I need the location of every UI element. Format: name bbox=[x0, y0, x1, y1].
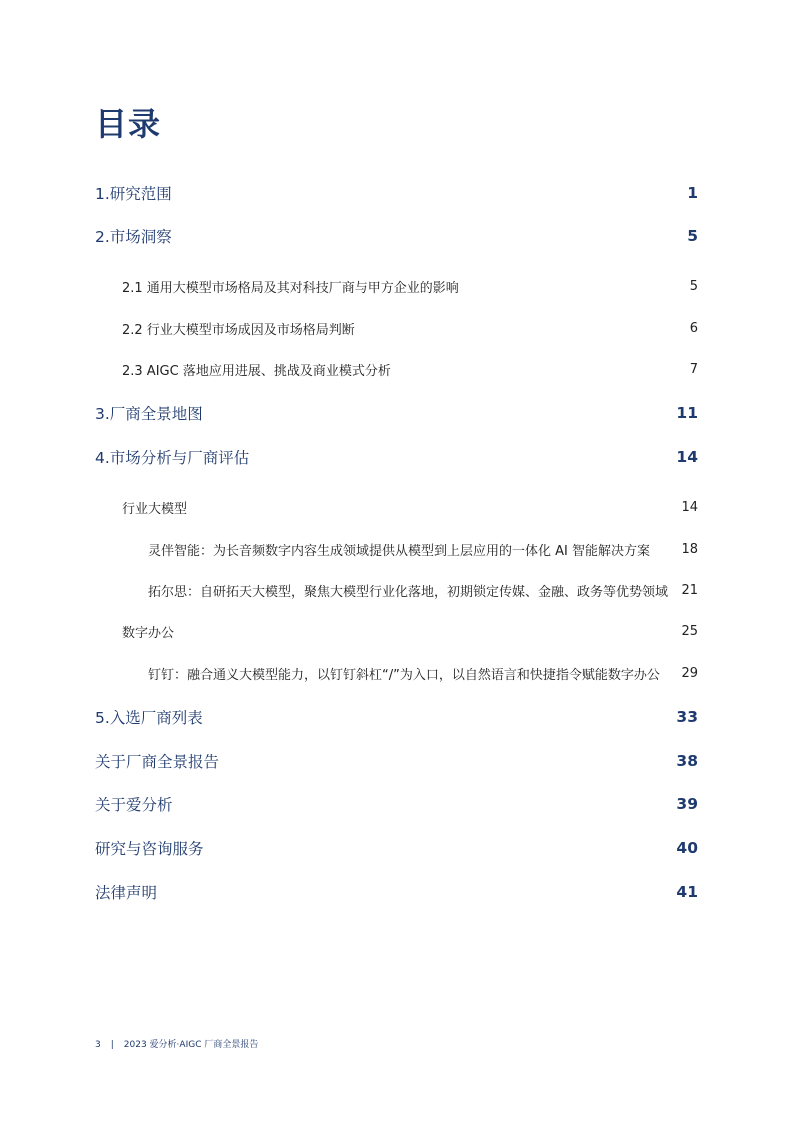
toc-entry-label: 数字办公 bbox=[122, 625, 175, 641]
toc-entry-label: 1.研究范围 bbox=[95, 185, 172, 203]
toc-entry-trs[interactable] bbox=[148, 580, 698, 600]
toc-entry-label: 研究与咨询服务 bbox=[95, 840, 204, 858]
toc-entry-vendor-map[interactable] bbox=[95, 401, 698, 425]
toc-entry-label: 关于厂商全景报告 bbox=[95, 753, 220, 771]
toc-entry-page: 5 bbox=[687, 227, 698, 245]
toc-entry-label: 2.3 AIGC 落地应用进展、挑战及商业模式分析 bbox=[122, 363, 391, 379]
toc-entry-page: 33 bbox=[676, 708, 698, 726]
toc-entry-market-insight[interactable] bbox=[95, 224, 698, 248]
footer-separator: | bbox=[110, 1040, 114, 1050]
toc-entry-label: 拓尔思：自研拓天大模型，聚焦大模型行业化落地，初期锁定传媒、金融、政务等优势领域 bbox=[148, 584, 669, 600]
toc-entry-page: 5 bbox=[689, 278, 698, 294]
toc-entry-page: 25 bbox=[681, 623, 698, 639]
toc-entry-page: 21 bbox=[681, 582, 698, 598]
toc-entry-page: 7 bbox=[689, 361, 698, 377]
toc-entry-page: 29 bbox=[681, 665, 698, 681]
toc-entry-page: 40 bbox=[676, 839, 698, 857]
toc-entry-industry-model[interactable] bbox=[122, 497, 698, 517]
toc-entry-label: 钉钉：融合通义大模型能力，以钉钉斜杠“/”为入口，以自然语言和快捷指令赋能数字办公 bbox=[148, 667, 660, 683]
toc-entry-vendor-list[interactable] bbox=[95, 705, 698, 729]
toc-entry-label: 4.市场分析与厂商评估 bbox=[95, 449, 250, 467]
toc-entry-2-2[interactable] bbox=[122, 318, 698, 338]
toc-entry-legal[interactable] bbox=[95, 880, 698, 904]
toc-entry-digital-office[interactable] bbox=[122, 621, 698, 641]
toc-entry-label: 3.厂商全景地图 bbox=[95, 405, 203, 423]
footer-report-title: 2023 爱分析·AIGC 厂商全景报告 bbox=[123, 1040, 259, 1050]
toc-entry-lingban[interactable] bbox=[148, 539, 698, 559]
toc-entry-2-3[interactable] bbox=[122, 359, 698, 379]
toc-entry-dingtalk[interactable] bbox=[148, 663, 698, 683]
toc-entry-about-report[interactable] bbox=[95, 749, 698, 773]
toc-entry-page: 38 bbox=[676, 752, 698, 770]
toc-entry-page: 11 bbox=[676, 404, 698, 422]
toc-entry-label: 2.市场洞察 bbox=[95, 228, 172, 246]
page-footer bbox=[95, 1038, 258, 1052]
toc-entry-page: 14 bbox=[676, 448, 698, 466]
toc-entry-2-1[interactable] bbox=[122, 276, 698, 296]
toc-entry-market-analysis[interactable] bbox=[95, 445, 698, 469]
toc-entry-label: 2.1 通用大模型市场格局及其对科技厂商与甲方企业的影响 bbox=[122, 280, 459, 296]
toc-entry-page: 39 bbox=[676, 795, 698, 813]
page-title: 目录 bbox=[95, 105, 162, 143]
toc-entry-label: 2.2 行业大模型市场成因及市场格局判断 bbox=[122, 322, 355, 338]
toc-entry-research-services[interactable] bbox=[95, 836, 698, 860]
toc-entry-label: 法律声明 bbox=[95, 884, 158, 902]
toc-entry-page: 18 bbox=[681, 541, 698, 557]
toc-entry-label: 行业大模型 bbox=[122, 501, 188, 517]
toc-entry-label: 5.入选厂商列表 bbox=[95, 709, 203, 727]
toc-entry-research-scope[interactable] bbox=[95, 181, 698, 205]
toc-entry-label: 关于爱分析 bbox=[95, 796, 173, 814]
toc-entry-page: 41 bbox=[676, 883, 698, 901]
toc-entry-about-company[interactable] bbox=[95, 792, 698, 816]
toc-entry-page: 6 bbox=[689, 320, 698, 336]
toc-entry-page: 14 bbox=[681, 499, 698, 515]
toc-entry-page: 1 bbox=[687, 184, 698, 202]
toc-entry-label: 灵伴智能：为长音频数字内容生成领域提供从模型到上层应用的一体化 AI 智能解决方案 bbox=[148, 543, 650, 559]
footer-page-number: 3 bbox=[95, 1040, 101, 1050]
